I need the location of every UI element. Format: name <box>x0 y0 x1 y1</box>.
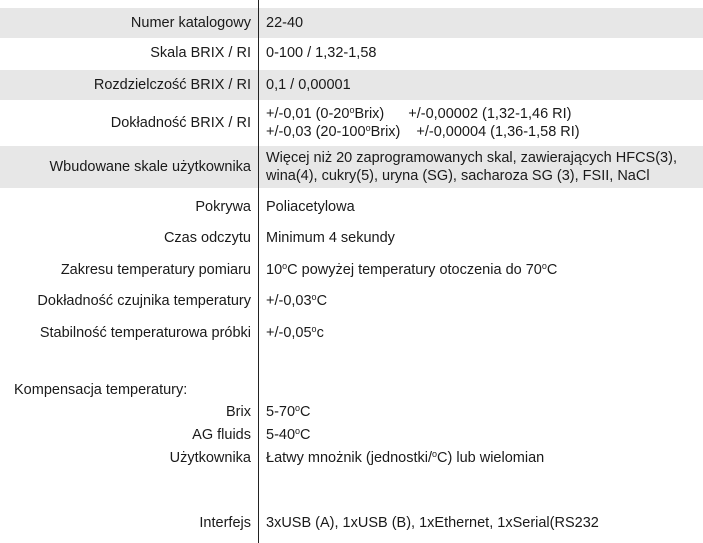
degree-sup: o <box>295 403 301 413</box>
catalog-number-value: 22-40 <box>266 15 304 31</box>
accuracy-line-1-unit: Brix) <box>354 106 385 122</box>
accuracy-line-1-range: +/-0,01 (0-20 <box>266 106 350 122</box>
row-compensation-ag-fluids <box>0 426 703 444</box>
temp-range-unit: C <box>546 262 558 278</box>
brix-scale-value: 0-100 / 1,32-1,58 <box>266 45 377 61</box>
temp-sensor-accuracy-label: Dokładność czujnika temperatury <box>37 293 251 309</box>
temp-range-text: C powyżej temperatury otoczenia do 70 <box>287 262 542 278</box>
sample-stability-value <box>258 324 324 342</box>
temp-sensor-accuracy-unit: C <box>316 293 328 309</box>
interface-label: Interfejs <box>199 515 251 531</box>
compensation-ag-fluids-unit: C <box>300 427 311 443</box>
compensation-brix-range: 5-70 <box>266 404 296 420</box>
catalog-number-label: Numer katalogowy <box>130 15 251 31</box>
row-coating <box>0 192 703 222</box>
temp-sensor-accuracy-value <box>258 292 327 310</box>
column-divider <box>258 0 259 543</box>
row-accuracy <box>0 102 703 144</box>
sample-stability-label: Stabilność temperaturowa próbki <box>39 325 251 341</box>
row-resolution <box>0 70 703 100</box>
read-time-value: Minimum 4 sekundy <box>266 230 395 246</box>
row-catalog-number <box>0 8 703 38</box>
accuracy-line-1-ri: +/-0,00002 (1,32-1,46 RI) <box>408 106 572 122</box>
compensation-user-label: Użytkownika <box>169 450 251 466</box>
temp-range-value <box>258 261 557 279</box>
accuracy-line-2-unit: Brix) <box>370 124 401 140</box>
row-compensation-brix <box>0 403 703 421</box>
row-read-time <box>0 223 703 253</box>
brix-scale-label: Skala BRIX / RI <box>150 45 251 61</box>
degree-sup: o <box>311 324 317 334</box>
degree-sup: o <box>349 105 355 115</box>
accuracy-line-2-ri: +/-0,00004 (1,36-1,58 RI) <box>416 124 580 140</box>
sample-stability-unit: c <box>316 325 324 341</box>
compensation-brix-label: Brix <box>226 404 251 420</box>
row-brix-scale <box>0 38 703 68</box>
compensation-user-value <box>258 449 544 467</box>
compensation-ag-fluids-range: 5-40 <box>266 427 296 443</box>
accuracy-value <box>258 105 580 141</box>
row-temp-range <box>0 255 703 285</box>
accuracy-line-1 <box>266 105 580 123</box>
interface-value: 3xUSB (A), 1xUSB (B), 1xEthernet, 1xSerial(RS232 <box>266 515 599 531</box>
compensation-user-text-1: Łatwy mnożnik (jednostki/ <box>266 450 433 466</box>
compensation-ag-fluids-value <box>258 426 311 444</box>
coating-value: Poliacetylowa <box>266 199 355 215</box>
accuracy-line-2-range: +/-0,03 (20-100 <box>266 124 366 140</box>
row-compensation-user <box>0 449 703 467</box>
resolution-label: Rozdzielczość BRIX / RI <box>93 77 251 93</box>
temp-range-min: 10 <box>266 262 283 278</box>
compensation-brix-unit: C <box>300 404 311 420</box>
degree-sup: o <box>282 261 288 271</box>
temp-range-label: Zakresu temperatury pomiaru <box>60 262 251 278</box>
compensation-brix-value <box>258 403 311 421</box>
sample-stability-number: +/-0,05 <box>266 325 312 341</box>
compensation-ag-fluids-label: AG fluids <box>192 427 251 443</box>
resolution-value: 0,1 / 0,00001 <box>266 77 351 93</box>
read-time-label: Czas odczytu <box>163 230 251 246</box>
row-user-scales <box>0 146 703 188</box>
compensation-user-text-2: C) lub wielomian <box>437 450 545 466</box>
degree-sup: o <box>541 261 547 271</box>
row-sample-stability <box>0 318 703 348</box>
accuracy-label: Dokładność BRIX / RI <box>110 115 251 131</box>
degree-sup: o <box>311 292 317 302</box>
degree-sup: o <box>432 449 438 459</box>
compensation-heading: Kompensacja temperatury: <box>14 382 188 398</box>
degree-sup: o <box>295 426 301 436</box>
accuracy-line-2 <box>266 123 580 141</box>
user-scales-value <box>258 149 677 185</box>
user-scales-line-1: Więcej niż 20 zaprogramowanych skal, zawierających HFCS(3), <box>266 150 677 166</box>
row-temp-sensor-accuracy <box>0 286 703 316</box>
degree-sup: o <box>365 123 371 133</box>
temp-sensor-accuracy-number: +/-0,03 <box>266 293 312 309</box>
coating-label: Pokrywa <box>195 199 251 215</box>
row-interface <box>0 514 703 532</box>
user-scales-line-2: wina(4), cukry(5), uryna (SG), sacharoza SG (3), FSII, NaCl <box>266 168 650 184</box>
user-scales-label: Wbudowane skale użytkownika <box>49 159 251 175</box>
